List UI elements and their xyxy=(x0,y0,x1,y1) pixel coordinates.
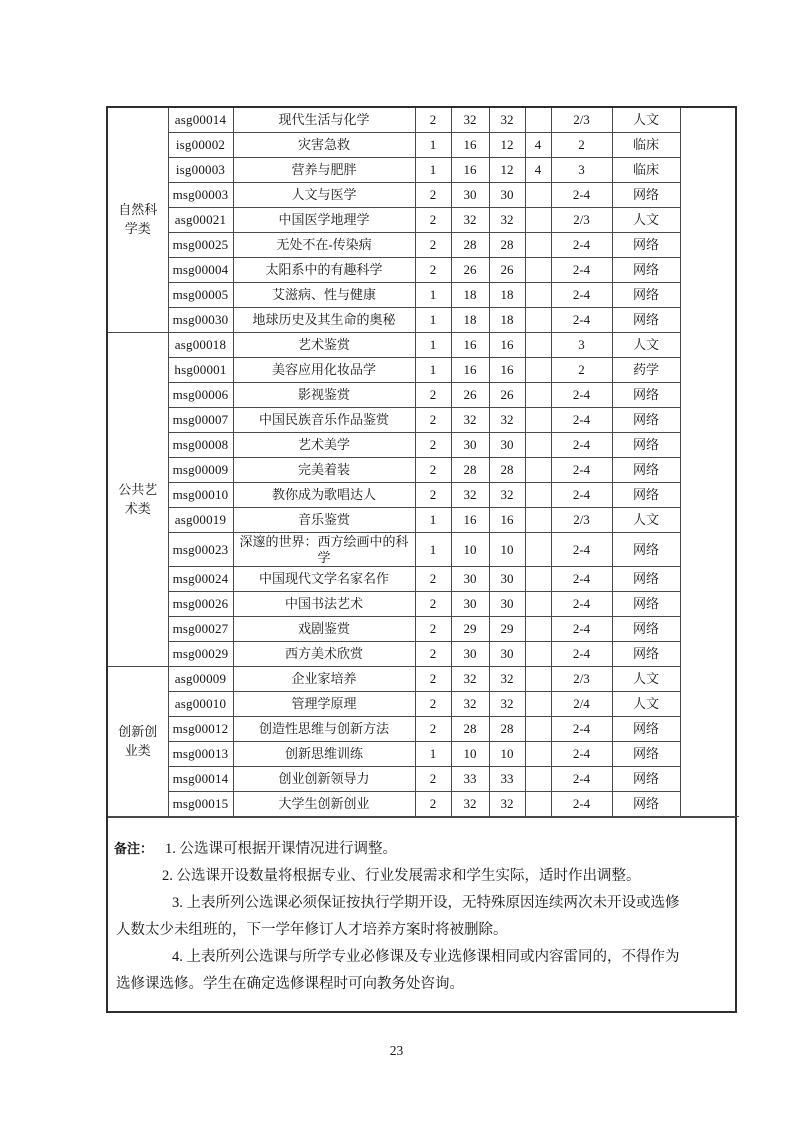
cell-dept: 网络 xyxy=(612,383,680,408)
category-label: 自然科学类 xyxy=(118,202,158,236)
table-row xyxy=(108,592,739,617)
table-row xyxy=(108,617,739,642)
table-row xyxy=(108,333,739,358)
cell-practice xyxy=(525,233,551,258)
cell-semester: 2 xyxy=(551,133,612,158)
table-row xyxy=(108,667,739,692)
cell-theory: 16 xyxy=(489,358,525,383)
cell-semester: 2/3 xyxy=(551,667,612,692)
cell-dept: 网络 xyxy=(612,258,680,283)
cell-code: asg00010 xyxy=(168,692,233,717)
cell-practice xyxy=(525,642,551,667)
cell-credits: 2 xyxy=(415,433,451,458)
cell-total: 30 xyxy=(451,642,489,667)
cell-dept: 网络 xyxy=(612,792,680,817)
table-row xyxy=(108,742,739,767)
cell-semester: 2-4 xyxy=(551,642,612,667)
cell-dept: 临床 xyxy=(612,133,680,158)
cell-practice: 4 xyxy=(525,158,551,183)
cell-total: 16 xyxy=(451,133,489,158)
cell-dept: 人文 xyxy=(612,508,680,533)
cell-semester: 2-4 xyxy=(551,617,612,642)
cell-total: 29 xyxy=(451,617,489,642)
cell-code: asg00019 xyxy=(168,508,233,533)
cell-total: 16 xyxy=(451,158,489,183)
cell-theory: 18 xyxy=(489,308,525,333)
cell-total: 30 xyxy=(451,183,489,208)
cell-credits: 2 xyxy=(415,383,451,408)
note-line-2: 2. 公选课开设数量将根据专业、行业发展需求和学生实际，适时作出调整。 xyxy=(162,868,641,885)
cell-code: hsg00001 xyxy=(168,358,233,383)
cell-total: 10 xyxy=(451,533,489,567)
cell-name: 现代生活与化学 xyxy=(233,108,415,133)
category-cell xyxy=(108,108,168,333)
cell-credits: 2 xyxy=(415,617,451,642)
cell-total: 18 xyxy=(451,308,489,333)
cell-dept: 网络 xyxy=(612,283,680,308)
cell-credits: 2 xyxy=(415,767,451,792)
cell-code: msg00015 xyxy=(168,792,233,817)
cell-name: 中国书法艺术 xyxy=(233,592,415,617)
cell-credits: 2 xyxy=(415,233,451,258)
cell-semester: 3 xyxy=(551,333,612,358)
cell-total: 16 xyxy=(451,333,489,358)
cell-total: 16 xyxy=(451,358,489,383)
cell-dept: 人文 xyxy=(612,667,680,692)
cell-credits: 1 xyxy=(415,333,451,358)
cell-theory: 12 xyxy=(489,133,525,158)
cell-credits: 2 xyxy=(415,408,451,433)
cell-total: 30 xyxy=(451,592,489,617)
cell-semester: 2/3 xyxy=(551,108,612,133)
cell-code: asg00021 xyxy=(168,208,233,233)
cell-code: msg00023 xyxy=(168,533,233,567)
cell-code: msg00010 xyxy=(168,483,233,508)
cell-theory: 30 xyxy=(489,433,525,458)
cell-credits: 2 xyxy=(415,483,451,508)
cell-semester: 2-4 xyxy=(551,742,612,767)
table-row xyxy=(108,283,739,308)
cell-practice xyxy=(525,592,551,617)
cell-theory: 32 xyxy=(489,408,525,433)
cell-dept: 网络 xyxy=(612,533,680,567)
cell-total: 18 xyxy=(451,283,489,308)
cell-practice xyxy=(525,792,551,817)
cell-semester: 2-4 xyxy=(551,183,612,208)
cell-credits: 2 xyxy=(415,792,451,817)
category-cell xyxy=(108,667,168,817)
cell-name: 创新思维训练 xyxy=(233,742,415,767)
cell-theory: 32 xyxy=(489,483,525,508)
cell-practice xyxy=(525,567,551,592)
cell-name: 创造性思维与创新方法 xyxy=(233,717,415,742)
cell-practice xyxy=(525,692,551,717)
cell-name: 教你成为歌唱达人 xyxy=(233,483,415,508)
cell-theory: 30 xyxy=(489,642,525,667)
cell-credits: 1 xyxy=(415,533,451,567)
cell-theory: 29 xyxy=(489,617,525,642)
cell-theory: 28 xyxy=(489,717,525,742)
cell-code: isg00002 xyxy=(168,133,233,158)
cell-credits: 1 xyxy=(415,283,451,308)
cell-practice xyxy=(525,767,551,792)
cell-semester: 2 xyxy=(551,358,612,383)
cell-practice xyxy=(525,667,551,692)
table-row xyxy=(108,408,739,433)
cell-credits: 1 xyxy=(415,158,451,183)
cell-theory: 10 xyxy=(489,742,525,767)
cell-dept: 网络 xyxy=(612,567,680,592)
cell-code: msg00024 xyxy=(168,567,233,592)
cell-semester: 2-4 xyxy=(551,283,612,308)
cell-total: 32 xyxy=(451,792,489,817)
cell-semester: 2/3 xyxy=(551,508,612,533)
cell-code: msg00005 xyxy=(168,283,233,308)
cell-practice xyxy=(525,533,551,567)
cell-code: msg00006 xyxy=(168,383,233,408)
cell-code: msg00014 xyxy=(168,767,233,792)
cell-name: 艾滋病、性与健康 xyxy=(233,283,415,308)
notes-label: 备注： xyxy=(114,841,154,857)
cell-semester: 2/3 xyxy=(551,208,612,233)
cell-practice xyxy=(525,483,551,508)
cell-theory: 32 xyxy=(489,692,525,717)
cell-name: 管理学原理 xyxy=(233,692,415,717)
note-line-4: 人数太少未组班的，下一学年修订人才培养方案时将被删除。 xyxy=(116,922,508,939)
cell-credits: 2 xyxy=(415,667,451,692)
cell-semester: 2-4 xyxy=(551,408,612,433)
cell-credits: 2 xyxy=(415,258,451,283)
note-line-3: 3. 上表所列公选课必须保证按执行学期开设，无特殊原因连续两次未开设或选修 xyxy=(172,895,680,912)
table-frame xyxy=(106,106,737,1013)
cell-code: msg00030 xyxy=(168,308,233,333)
cell-code: asg00014 xyxy=(168,108,233,133)
cell-semester: 3 xyxy=(551,158,612,183)
cell-dept: 人文 xyxy=(612,208,680,233)
cell-semester: 2/4 xyxy=(551,692,612,717)
note-line-6: 选修课选修。学生在确定选修课程时可向教务处咨询。 xyxy=(116,976,464,993)
cell-practice xyxy=(525,433,551,458)
cell-dept: 网络 xyxy=(612,742,680,767)
cell-practice xyxy=(525,283,551,308)
table-row xyxy=(108,383,739,408)
cell-semester: 2-4 xyxy=(551,533,612,567)
cell-credits: 2 xyxy=(415,567,451,592)
cell-name: 大学生创新创业 xyxy=(233,792,415,817)
cell-name: 艺术美学 xyxy=(233,433,415,458)
cell-total: 32 xyxy=(451,692,489,717)
cell-total: 30 xyxy=(451,567,489,592)
cell-theory: 30 xyxy=(489,592,525,617)
cell-dept: 网络 xyxy=(612,767,680,792)
cell-semester: 2-4 xyxy=(551,233,612,258)
cell-credits: 2 xyxy=(415,208,451,233)
cell-dept: 网络 xyxy=(612,433,680,458)
cell-total: 28 xyxy=(451,717,489,742)
cell-total: 28 xyxy=(451,233,489,258)
table-row xyxy=(108,433,739,458)
cell-code: msg00025 xyxy=(168,233,233,258)
cell-practice: 4 xyxy=(525,133,551,158)
cell-dept: 人文 xyxy=(612,108,680,133)
cell-name: 中国现代文学名家名作 xyxy=(233,567,415,592)
table-row xyxy=(108,792,739,817)
cell-code: msg00007 xyxy=(168,408,233,433)
page-number: 23 xyxy=(389,1043,404,1058)
cell-code: msg00009 xyxy=(168,458,233,483)
cell-practice xyxy=(525,308,551,333)
cell-total: 28 xyxy=(451,458,489,483)
cell-theory: 28 xyxy=(489,233,525,258)
table-row xyxy=(108,208,739,233)
cell-theory: 26 xyxy=(489,383,525,408)
table-row xyxy=(108,567,739,592)
category-label: 公共艺术类 xyxy=(118,481,158,516)
table-row xyxy=(108,108,739,133)
cell-dept: 网络 xyxy=(612,592,680,617)
cell-code: msg00026 xyxy=(168,592,233,617)
cell-theory: 32 xyxy=(489,792,525,817)
cell-dept: 药学 xyxy=(612,358,680,383)
cell-code: msg00029 xyxy=(168,642,233,667)
cell-semester: 2-4 xyxy=(551,433,612,458)
cell-practice xyxy=(525,458,551,483)
table-row xyxy=(108,692,739,717)
cell-theory: 18 xyxy=(489,283,525,308)
table-row xyxy=(108,308,739,333)
cell-credits: 1 xyxy=(415,358,451,383)
remarks-column-empty xyxy=(680,108,739,817)
note-text-1: 1. 公选课可根据开课情况进行调整。 xyxy=(165,841,398,858)
cell-total: 30 xyxy=(451,433,489,458)
cell-practice xyxy=(525,408,551,433)
table-row xyxy=(108,158,739,183)
cell-name: 人文与医学 xyxy=(233,183,415,208)
cell-practice xyxy=(525,617,551,642)
cell-practice xyxy=(525,258,551,283)
cell-theory: 10 xyxy=(489,533,525,567)
cell-semester: 2-4 xyxy=(551,717,612,742)
table-row xyxy=(108,508,739,533)
cell-total: 26 xyxy=(451,383,489,408)
cell-dept: 人文 xyxy=(612,692,680,717)
cell-total: 32 xyxy=(451,483,489,508)
cell-total: 32 xyxy=(451,408,489,433)
cell-total: 32 xyxy=(451,108,489,133)
cell-name: 灾害急救 xyxy=(233,133,415,158)
cell-theory: 26 xyxy=(489,258,525,283)
cell-practice xyxy=(525,742,551,767)
cell-name: 影视鉴赏 xyxy=(233,383,415,408)
cell-code: msg00008 xyxy=(168,433,233,458)
category-cell xyxy=(108,333,168,667)
cell-theory: 12 xyxy=(489,158,525,183)
cell-name: 西方美术欣赏 xyxy=(233,642,415,667)
cell-name: 营养与肥胖 xyxy=(233,158,415,183)
cell-name: 地球历史及其生命的奥秘 xyxy=(233,308,415,333)
cell-code: msg00027 xyxy=(168,617,233,642)
cell-semester: 2-4 xyxy=(551,792,612,817)
cell-total: 33 xyxy=(451,767,489,792)
table-row xyxy=(108,717,739,742)
table-row xyxy=(108,458,739,483)
table-row xyxy=(108,233,739,258)
table-row xyxy=(108,642,739,667)
cell-dept: 临床 xyxy=(612,158,680,183)
table-row xyxy=(108,258,739,283)
cell-dept: 网络 xyxy=(612,233,680,258)
cell-credits: 1 xyxy=(415,508,451,533)
cell-name: 创业创新领导力 xyxy=(233,767,415,792)
cell-code: msg00013 xyxy=(168,742,233,767)
cell-code: msg00012 xyxy=(168,717,233,742)
cell-dept: 人文 xyxy=(612,333,680,358)
cell-semester: 2-4 xyxy=(551,258,612,283)
cell-practice xyxy=(525,108,551,133)
cell-credits: 2 xyxy=(415,183,451,208)
cell-code: asg00018 xyxy=(168,333,233,358)
cell-semester: 2-4 xyxy=(551,567,612,592)
cell-semester: 2-4 xyxy=(551,767,612,792)
cell-practice xyxy=(525,383,551,408)
cell-name: 中国医学地理学 xyxy=(233,208,415,233)
table-row xyxy=(108,133,739,158)
cell-code: asg00009 xyxy=(168,667,233,692)
cell-dept: 网络 xyxy=(612,642,680,667)
cell-total: 16 xyxy=(451,508,489,533)
cell-practice xyxy=(525,333,551,358)
cell-theory: 16 xyxy=(489,508,525,533)
cell-total: 26 xyxy=(451,258,489,283)
cell-credits: 2 xyxy=(415,692,451,717)
cell-credits: 2 xyxy=(415,717,451,742)
cell-code: msg00003 xyxy=(168,183,233,208)
cell-code: msg00004 xyxy=(168,258,233,283)
course-table xyxy=(108,108,739,817)
cell-semester: 2-4 xyxy=(551,483,612,508)
cell-theory: 16 xyxy=(489,333,525,358)
cell-dept: 网络 xyxy=(612,408,680,433)
cell-theory: 32 xyxy=(489,208,525,233)
table-row xyxy=(108,358,739,383)
cell-semester: 2-4 xyxy=(551,592,612,617)
table-row xyxy=(108,483,739,508)
cell-theory: 33 xyxy=(489,767,525,792)
cell-practice xyxy=(525,358,551,383)
cell-name: 太阳系中的有趣科学 xyxy=(233,258,415,283)
notes-section xyxy=(108,817,735,1011)
cell-semester: 2-4 xyxy=(551,458,612,483)
cell-theory: 32 xyxy=(489,667,525,692)
cell-dept: 网络 xyxy=(612,458,680,483)
cell-semester: 2-4 xyxy=(551,383,612,408)
cell-credits: 2 xyxy=(415,592,451,617)
cell-dept: 网络 xyxy=(612,308,680,333)
table-row xyxy=(108,767,739,792)
cell-name: 美容应用化妆品学 xyxy=(233,358,415,383)
cell-dept: 网络 xyxy=(612,717,680,742)
cell-credits: 1 xyxy=(415,742,451,767)
cell-dept: 网络 xyxy=(612,483,680,508)
cell-code: isg00003 xyxy=(168,158,233,183)
cell-practice xyxy=(525,183,551,208)
cell-dept: 网络 xyxy=(612,617,680,642)
cell-name: 企业家培养 xyxy=(233,667,415,692)
cell-name: 深邃的世界：西方绘画中的科学 xyxy=(233,533,415,567)
cell-theory: 30 xyxy=(489,567,525,592)
cell-name: 中国民族音乐作品鉴赏 xyxy=(233,408,415,433)
cell-theory: 30 xyxy=(489,183,525,208)
cell-name: 音乐鉴赏 xyxy=(233,508,415,533)
cell-total: 32 xyxy=(451,667,489,692)
category-label: 创新创业类 xyxy=(118,723,158,758)
course-table-body xyxy=(108,108,739,817)
cell-credits: 2 xyxy=(415,458,451,483)
table-row xyxy=(108,533,739,567)
cell-total: 10 xyxy=(451,742,489,767)
cell-credits: 1 xyxy=(415,133,451,158)
cell-dept: 网络 xyxy=(612,183,680,208)
cell-practice xyxy=(525,508,551,533)
cell-semester: 2-4 xyxy=(551,308,612,333)
cell-theory: 28 xyxy=(489,458,525,483)
note-line-5: 4. 上表所列公选课与所学专业必修课及专业选修课相同或内容雷同的，不得作为 xyxy=(172,949,680,966)
cell-total: 32 xyxy=(451,208,489,233)
cell-practice xyxy=(525,717,551,742)
cell-name: 戏剧鉴赏 xyxy=(233,617,415,642)
cell-name: 无处不在-传染病 xyxy=(233,233,415,258)
cell-theory: 32 xyxy=(489,108,525,133)
cell-practice xyxy=(525,208,551,233)
note-line-1 xyxy=(114,835,725,863)
table-row xyxy=(108,183,739,208)
cell-credits: 1 xyxy=(415,308,451,333)
cell-credits: 2 xyxy=(415,642,451,667)
cell-name: 艺术鉴赏 xyxy=(233,333,415,358)
cell-name: 完美着装 xyxy=(233,458,415,483)
cell-credits: 2 xyxy=(415,108,451,133)
